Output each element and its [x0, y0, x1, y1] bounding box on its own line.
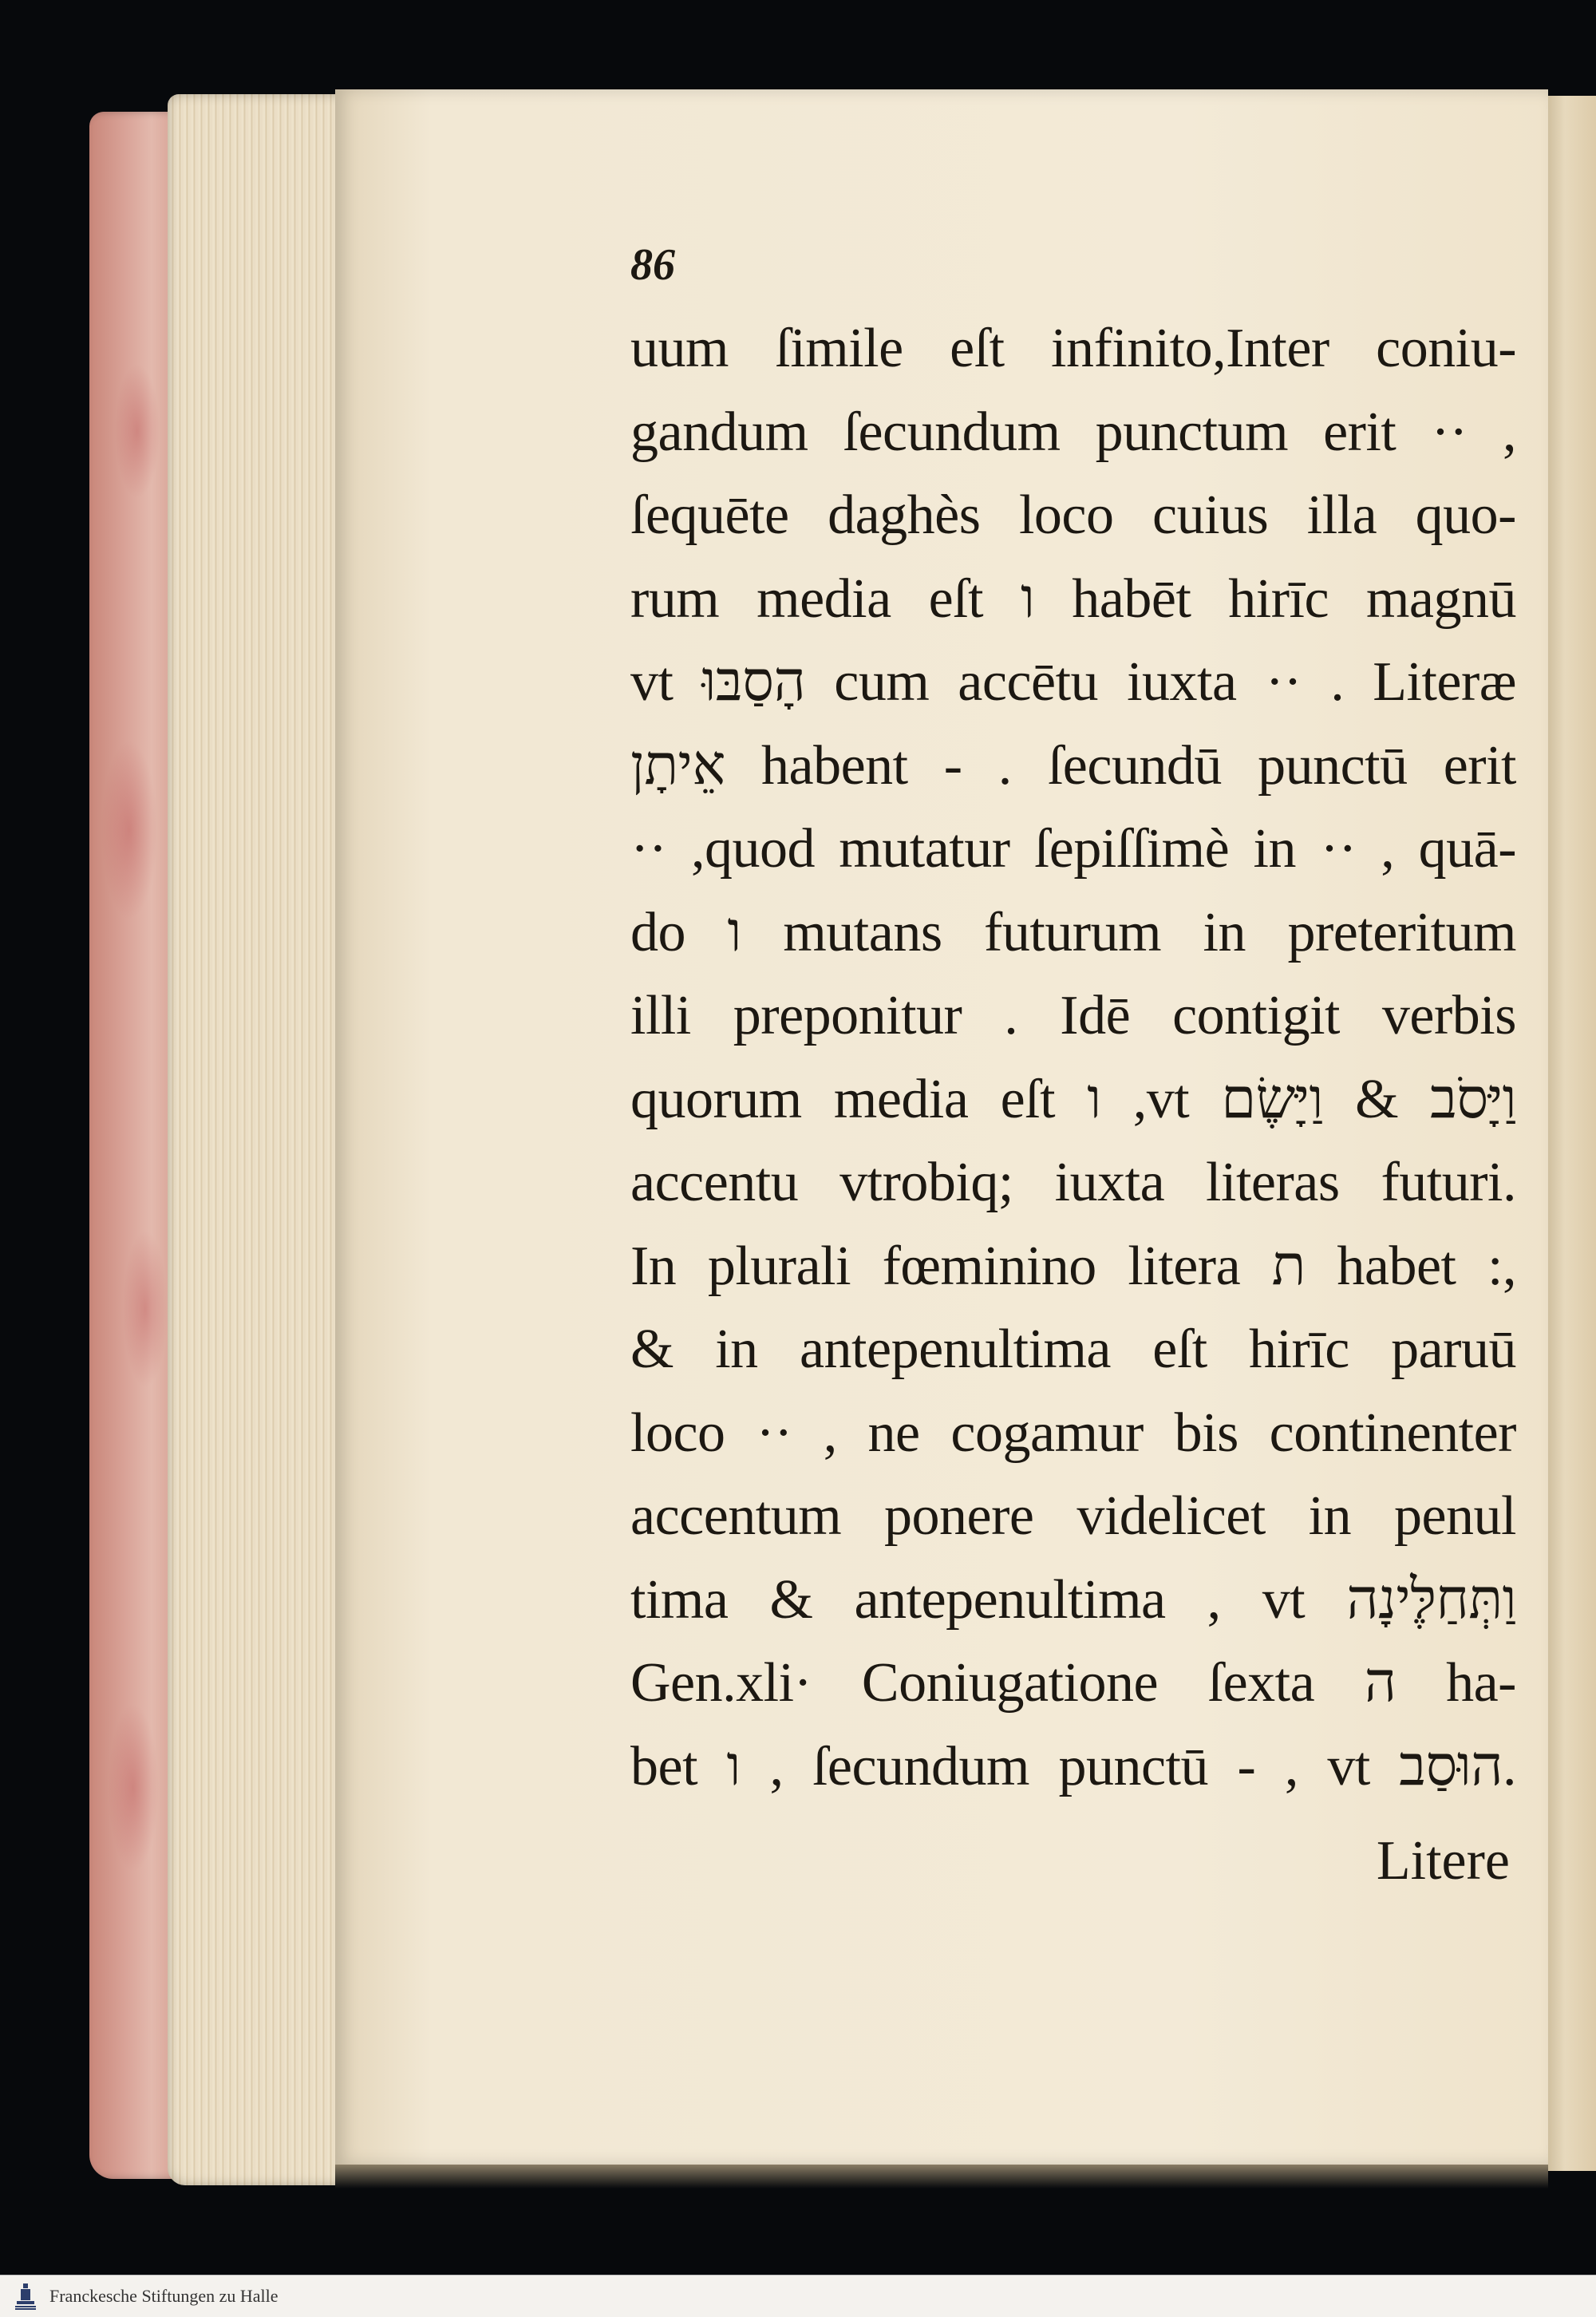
page-number: 86	[630, 240, 675, 290]
page-stack-edges	[168, 94, 351, 2185]
text-line: In plurali fœminino litera ת habet :,	[630, 1235, 1516, 1297]
text-line: accentum ponere videlicet in penul	[630, 1485, 1516, 1547]
catchword: Litere	[1376, 1830, 1510, 1892]
text-line: & in antepenultima eſt hirīc paruū	[630, 1319, 1516, 1380]
footer-bar	[0, 2275, 1596, 2317]
text-line: illi preponitur . Idē contigit verbis	[630, 985, 1516, 1046]
text-line: rum media eſt ו habēt hirīc magnū	[630, 567, 1516, 630]
text-line: tima & antepenultima , vt וַתְּחַלֶּינָה	[630, 1568, 1516, 1631]
text-line: do ו mutans futurum in preteritum	[630, 901, 1516, 963]
text-line: loco ·· , ne cogamur bis continenter	[630, 1402, 1516, 1464]
text-line: uum ſimile eſt infinito,Inter coniu-	[630, 318, 1516, 379]
text-line: אֵיתָן habent ‑ . ſecundū punctū erit	[630, 734, 1516, 797]
franckesche-stiftungen-logo-icon	[11, 2280, 40, 2312]
text-line: ·· ,quod mutatur ſepiſſimè in ·· , quā-	[630, 818, 1516, 880]
text-line: vt הָסַבּוּ cum accētu iuxta ·· . Literæ	[630, 651, 1516, 713]
page-bottom-shadow	[335, 2165, 1548, 2188]
text-line: quorum media eſt ו ,vt וַיָּסֹב & וַיָּשֶׂם	[630, 1068, 1517, 1130]
footer-institution-label: Franckesche Stiftungen zu Halle	[49, 2286, 279, 2306]
page-text-block	[630, 243, 1516, 1904]
facing-page-edge	[1540, 96, 1596, 2171]
text-line: bet ו , ſecundum punctū ‑ , vt הוּסַב.	[630, 1735, 1516, 1797]
text-line: Gen.xli· Coniugatione ſexta ה ha-	[630, 1652, 1516, 1714]
text-line: gandum ſecundum punctum erit ·· ,	[630, 401, 1516, 463]
text-line: accentu vtrobiq; iuxta literas futuri.	[630, 1152, 1516, 1213]
text-line: ſequēte daghès loco cuius illa quo-	[630, 484, 1516, 546]
